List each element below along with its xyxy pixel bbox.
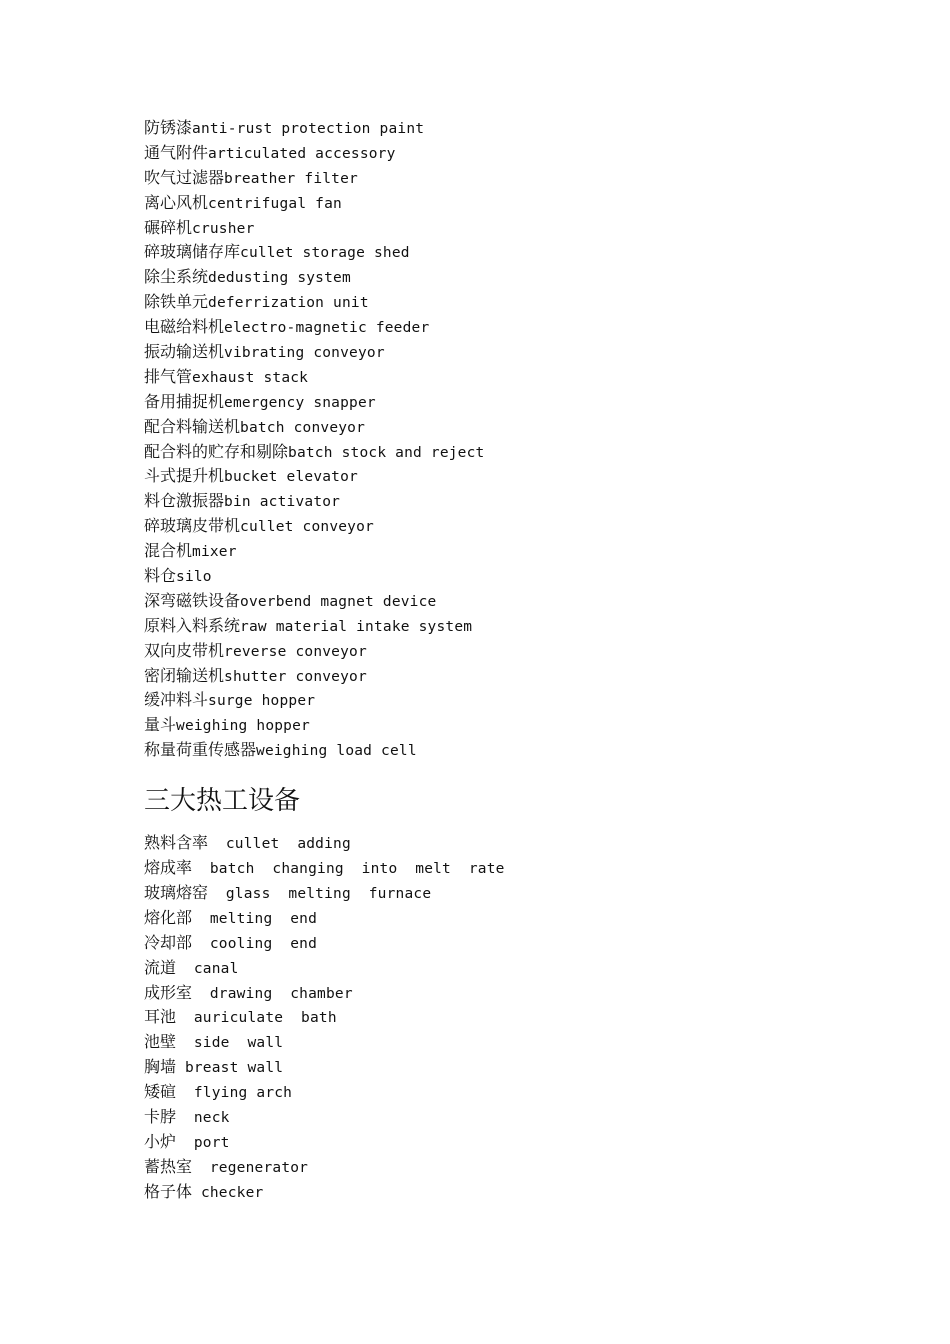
term-line bbox=[144, 639, 904, 664]
term-line bbox=[144, 141, 904, 166]
term-zh: 冷却部 bbox=[144, 932, 193, 952]
term-zh: 耳池 bbox=[144, 1007, 177, 1027]
term-en: flying arch bbox=[176, 1085, 293, 1102]
term-zh: 备用捕捉机 bbox=[144, 391, 225, 411]
term-en: dedusting system bbox=[208, 270, 351, 287]
term-line bbox=[144, 931, 904, 956]
term-en: breather filter bbox=[224, 170, 358, 187]
term-line bbox=[144, 614, 904, 639]
term-en: vibrating conveyor bbox=[224, 345, 385, 362]
term-zh: 碾碎机 bbox=[144, 217, 193, 237]
term-en: articulated accessory bbox=[208, 145, 396, 162]
term-zh: 原料入料系统 bbox=[144, 615, 241, 635]
term-en: anti-rust protection paint bbox=[192, 121, 425, 137]
term-en: electro-magnetic feeder bbox=[224, 320, 430, 337]
term-en: drawing chamber bbox=[192, 985, 353, 1002]
term-line bbox=[144, 1130, 904, 1155]
term-line bbox=[144, 116, 904, 141]
term-en: melting end bbox=[192, 910, 318, 927]
term-zh: 碎玻璃储存库 bbox=[144, 242, 241, 262]
term-zh: 配合料输送机 bbox=[144, 416, 241, 436]
term-en: cooling end bbox=[192, 935, 318, 952]
term-line bbox=[144, 956, 904, 981]
term-zh: 通气附件 bbox=[144, 142, 209, 162]
term-en: canal bbox=[176, 960, 239, 977]
term-en: raw material intake system bbox=[240, 618, 473, 635]
term-en: regenerator bbox=[192, 1159, 309, 1176]
term-en: side wall bbox=[176, 1035, 284, 1052]
term-line bbox=[144, 365, 904, 390]
term-en: breast wall bbox=[176, 1060, 284, 1077]
term-en: mixer bbox=[192, 544, 237, 561]
term-en: overbend magnet device bbox=[240, 593, 437, 610]
term-zh: 蓄热室 bbox=[144, 1156, 193, 1176]
term-line bbox=[144, 1180, 904, 1205]
term-zh: 混合机 bbox=[144, 541, 193, 561]
term-zh: 斗式提升机 bbox=[144, 466, 225, 486]
term-en: glass melting furnace bbox=[208, 885, 432, 902]
term-zh: 碎玻璃皮带机 bbox=[144, 516, 241, 536]
term-line bbox=[144, 564, 904, 589]
term-en: deferrization unit bbox=[208, 295, 369, 312]
term-line bbox=[144, 1155, 904, 1180]
term-list-thermal-equipment bbox=[144, 831, 904, 1204]
term-en: reverse conveyor bbox=[224, 643, 367, 660]
term-en: weighing load cell bbox=[256, 743, 417, 760]
term-line bbox=[144, 340, 904, 365]
term-zh: 流道 bbox=[144, 957, 177, 977]
term-line bbox=[144, 539, 904, 564]
term-en: batch conveyor bbox=[240, 419, 366, 436]
term-line bbox=[144, 1080, 904, 1105]
term-line bbox=[144, 191, 904, 216]
term-en: cullet adding bbox=[208, 836, 351, 853]
term-line bbox=[144, 688, 904, 713]
term-zh: 料仓激振器 bbox=[144, 491, 225, 511]
term-line bbox=[144, 881, 904, 906]
term-line bbox=[144, 856, 904, 881]
term-line bbox=[144, 1105, 904, 1130]
term-en: port bbox=[176, 1134, 230, 1151]
term-zh: 池壁 bbox=[144, 1032, 177, 1052]
term-line bbox=[144, 290, 904, 315]
term-en: bin activator bbox=[224, 494, 341, 511]
term-line bbox=[144, 1005, 904, 1030]
term-zh: 胸墙 bbox=[144, 1057, 177, 1077]
term-zh: 振动输送机 bbox=[144, 342, 225, 362]
term-line bbox=[144, 415, 904, 440]
term-line bbox=[144, 216, 904, 241]
term-zh: 成形室 bbox=[144, 982, 193, 1002]
term-line bbox=[144, 489, 904, 514]
term-zh: 格子体 bbox=[144, 1181, 193, 1201]
term-en: cullet storage shed bbox=[240, 245, 410, 262]
term-en: emergency snapper bbox=[224, 394, 376, 411]
term-line bbox=[144, 831, 904, 856]
term-zh: 缓冲料斗 bbox=[144, 690, 209, 710]
term-line bbox=[144, 1055, 904, 1080]
term-zh: 熟料含率 bbox=[144, 833, 209, 853]
term-zh: 吹气过滤器 bbox=[144, 167, 225, 187]
term-line bbox=[144, 664, 904, 689]
term-line bbox=[144, 514, 904, 539]
term-line bbox=[144, 166, 904, 191]
term-line bbox=[144, 738, 904, 763]
term-line bbox=[144, 981, 904, 1006]
term-en: silo bbox=[176, 569, 212, 586]
term-zh: 熔化部 bbox=[144, 907, 193, 927]
term-en: batch stock and reject bbox=[288, 444, 485, 461]
term-line bbox=[144, 906, 904, 931]
term-zh: 防锈漆 bbox=[144, 118, 193, 137]
term-en: exhaust stack bbox=[192, 369, 309, 386]
term-zh: 卡脖 bbox=[144, 1106, 177, 1126]
term-zh: 除尘系统 bbox=[144, 267, 209, 287]
term-zh: 称量荷重传感器 bbox=[144, 740, 257, 760]
term-zh: 密闭输送机 bbox=[144, 665, 225, 685]
term-en: checker bbox=[192, 1184, 264, 1201]
term-zh: 排气管 bbox=[144, 366, 193, 386]
term-zh: 除铁单元 bbox=[144, 292, 209, 312]
term-en: surge hopper bbox=[208, 693, 316, 710]
term-line bbox=[144, 713, 904, 738]
term-zh: 矮碹 bbox=[144, 1082, 177, 1102]
term-line bbox=[144, 589, 904, 614]
term-zh: 电磁给料机 bbox=[144, 317, 225, 337]
term-zh: 深弯磁铁设备 bbox=[144, 590, 241, 610]
term-en: shutter conveyor bbox=[224, 668, 367, 685]
term-line bbox=[144, 240, 904, 265]
term-line bbox=[144, 265, 904, 290]
term-en: cullet conveyor bbox=[240, 519, 374, 536]
term-zh: 熔成率 bbox=[144, 858, 193, 878]
term-line bbox=[144, 440, 904, 465]
term-en: bucket elevator bbox=[224, 469, 358, 486]
term-line bbox=[144, 1030, 904, 1055]
term-zh: 玻璃熔窑 bbox=[144, 882, 209, 902]
term-en: crusher bbox=[192, 220, 255, 237]
term-zh: 量斗 bbox=[144, 715, 177, 735]
term-zh: 离心风机 bbox=[144, 192, 209, 212]
document-page bbox=[144, 116, 904, 1205]
term-line bbox=[144, 464, 904, 489]
section-heading: 三大热工设备 bbox=[144, 786, 301, 817]
term-zh: 小炉 bbox=[144, 1131, 177, 1151]
term-en: auriculate bath bbox=[176, 1010, 337, 1027]
term-zh: 料仓 bbox=[144, 566, 177, 586]
term-zh: 双向皮带机 bbox=[144, 640, 225, 660]
term-zh: 配合料的贮存和剔除 bbox=[144, 441, 289, 461]
term-en: neck bbox=[176, 1109, 230, 1126]
term-list-materials bbox=[144, 116, 904, 763]
term-line bbox=[144, 315, 904, 340]
term-line bbox=[144, 390, 904, 415]
term-en: centrifugal fan bbox=[208, 195, 342, 212]
term-en: batch changing into melt rate bbox=[192, 861, 505, 878]
term-en: weighing hopper bbox=[176, 718, 310, 735]
